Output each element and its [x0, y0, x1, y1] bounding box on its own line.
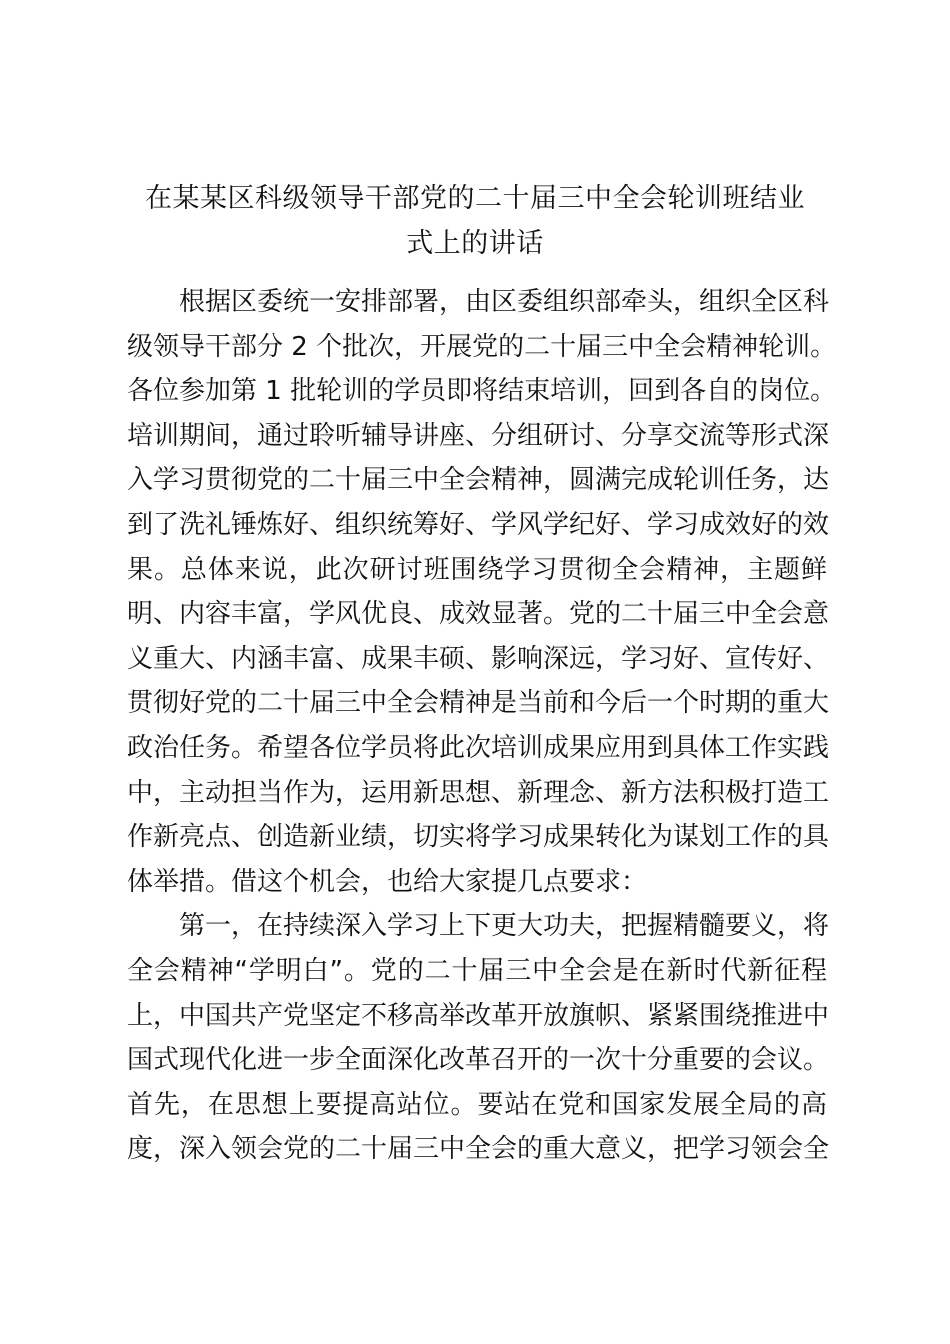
title-line: 在某某区科级领导干部党的二十届三中全会轮训班结业	[145, 183, 805, 214]
text-line: 政治任务。希望各位学员将此次培训成果应用到具体工作实践	[127, 732, 830, 763]
paragraph-1	[127, 280, 837, 904]
text-line: 各位参加第 1 批轮训的学员即将结束培训，回到各自的岗位。	[127, 376, 837, 407]
text-line: 明、内容丰富，学风优良、成效显著。党的二十届三中全会意	[127, 599, 830, 630]
text-line: 贯彻好党的二十届三中全会精神是当前和今后一个时期的重大	[127, 688, 830, 719]
text-line: 级领导干部分 2 个批次，开展党的二十届三中全会精神轮训。	[127, 331, 837, 362]
text-line: 作新亮点、创造新业绩，切实将学习成果转化为谋划工作的具	[127, 822, 830, 853]
title-line: 式上的讲话	[406, 228, 544, 259]
text-line: 上，中国共产党坚定不移高举改革开放旗帜、紧紧围绕推进中	[127, 1000, 830, 1031]
text-line: 体举措。借这个机会，也给大家提几点要求：	[127, 866, 648, 897]
text-line: 全会精神“学明白”。党的二十届三中全会是在新时代新征程	[127, 955, 827, 986]
document-title	[110, 176, 840, 266]
text-line: 国式现代化进一步全面深化改革召开的一次十分重要的会议。	[127, 1045, 830, 1076]
text-line: 培训期间，通过聆听辅导讲座、分组研讨、分享交流等形式深	[127, 420, 830, 451]
text-line: 度，深入领会党的二十届三中全会的重大意义，把学习领会全	[127, 1134, 830, 1165]
text-line: 义重大、内涵丰富、成果丰硕、影响深远，学习好、宣传好、	[127, 643, 830, 674]
text-line: 根据区委统一安排部署，由区委组织部牵头，组织全区科	[179, 287, 830, 317]
paragraph-2	[127, 904, 830, 1172]
text-line: 第一，在持续深入学习上下更大功夫，把握精髓要义，将	[179, 911, 830, 942]
text-line: 首先，在思想上要提高站位。要站在党和国家发展全局的高	[127, 1089, 827, 1120]
text-line: 中，主动担当作为，运用新思想、新理念、新方法积极打造工	[127, 777, 830, 808]
text-line: 入学习贯彻党的二十届三中全会精神，圆满完成轮训任务，达	[127, 465, 830, 496]
text-line: 果。总体来说，此次研讨班围绕学习贯彻全会精神，主题鲜	[127, 554, 827, 585]
text-line: 到了洗礼锤炼好、组织统筹好、学风学纪好、学习成效好的效	[127, 509, 830, 540]
document-body	[127, 280, 837, 1172]
